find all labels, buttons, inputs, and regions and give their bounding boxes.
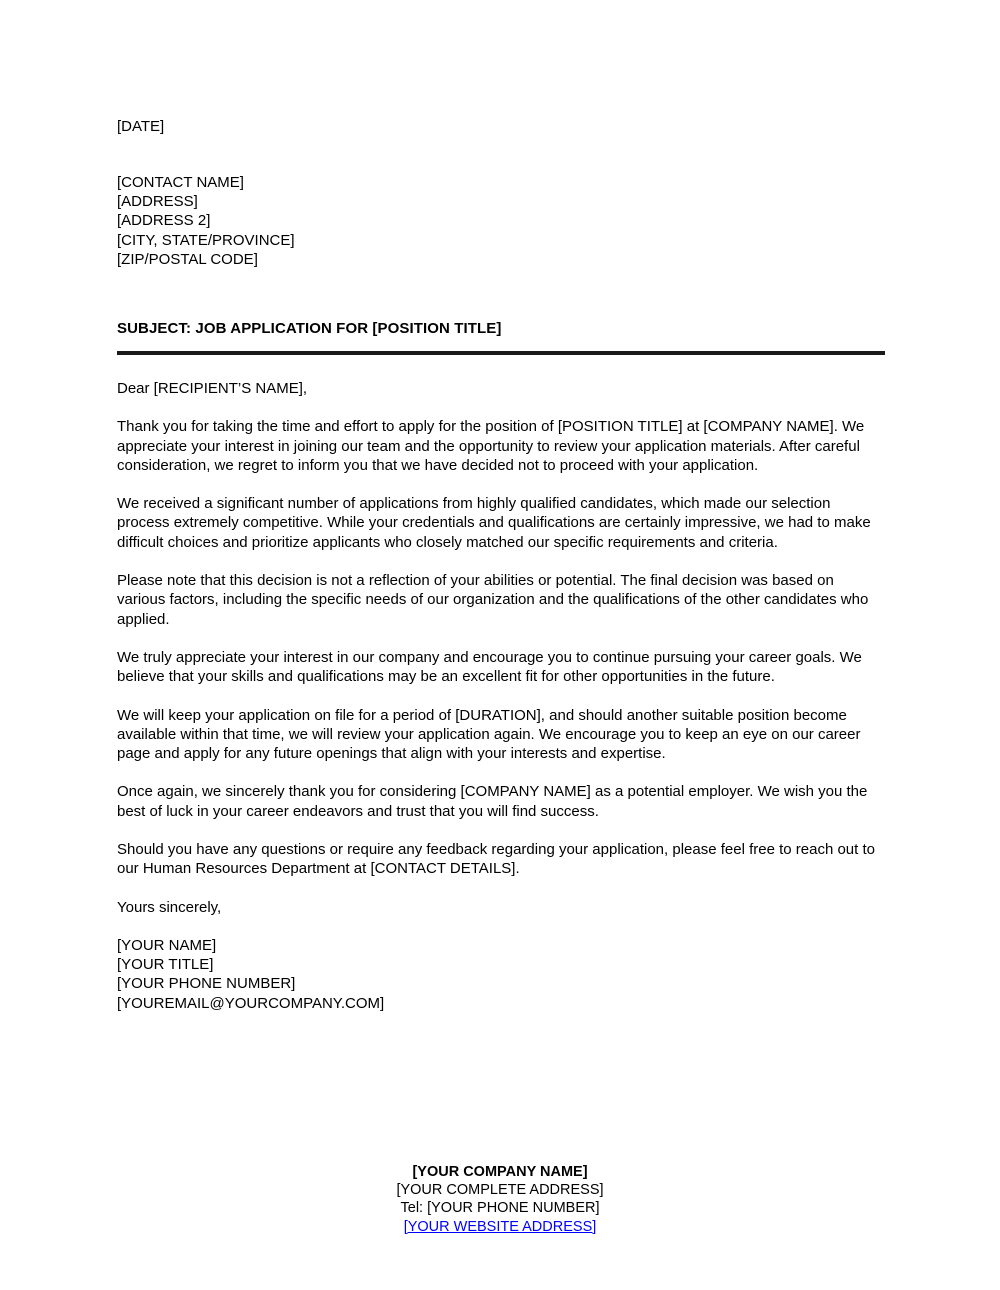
date-placeholder: [DATE] — [117, 118, 165, 135]
address-line-contact-name: [CONTACT NAME] — [117, 174, 244, 191]
horizontal-rule — [117, 351, 885, 355]
footer-company-name: [YOUR COMPANY NAME] — [412, 1164, 588, 1180]
address-line-city-state: [CITY, STATE/PROVINCE] — [117, 231, 295, 249]
footer-telephone: Tel: [YOUR PHONE NUMBER] — [400, 1200, 600, 1217]
recipient-address-block — [117, 173, 295, 269]
signature-phone: [YOUR PHONE NUMBER] — [117, 975, 296, 993]
signature-title: [YOUR TITLE] — [117, 956, 214, 974]
address-line-address: [ADDRESS] — [117, 193, 198, 211]
body-paragraph-4: We truly appreciate your interest in our company and encourage you to continue pursuing your career goals. We believe that your skills and qualifications may be an excellent fit for other opportunities in the future. — [117, 648, 862, 686]
body-paragraph-2: We received a significant number of applications from highly qualified candidates, which made our selection process extremely competitive. While your credentials and qualifications are certainly impressive, we had to make difficult choices and prioritize applicants who closely matched our specific requirements and criteria. — [117, 495, 871, 551]
subject-section — [117, 319, 885, 355]
signature-email: [YOUREMAIL@YOURCOMPANY.COM] — [117, 994, 385, 1012]
signature-block — [117, 936, 882, 1013]
closing-line: Yours sincerely, — [117, 898, 222, 916]
body-paragraph-1: Thank you for taking the time and effort to apply for the position of [POSITION TITLE] at [COMPANY NAME]. We appreciate your interest in joining our team and the opportunity to review your application materials. After careful consideration, we regret to inform you that we have decided not to proceed with your application. — [117, 418, 865, 474]
body-paragraph-6: Once again, we sincerely thank you for considering [COMPANY NAME] as a potential employer. We wish you the best of luck in your career endeavors and trust that you will find success. — [117, 783, 868, 820]
footer-website-link[interactable]: [YOUR WEBSITE ADDRESS] — [403, 1218, 597, 1235]
body-paragraph-7: Should you have any questions or require any feedback regarding your application, please feel free to reach out to our Human Resources Department at [CONTACT DETAILS]. — [117, 841, 875, 878]
body-paragraph-3: Please note that this decision is not a reflection of your abilities or potential. The final decision was based on various factors, including the specific needs of our organization and the qualifications of the other candidates who applied. — [117, 572, 869, 628]
body-paragraph-5: We will keep your application on file for a period of [DURATION], and should another suitable position become available within that time, we will review your application again. We encourage you to keep an eye on our career page and apply for any future openings that align with your interests and expertise. — [117, 706, 861, 763]
letter-body — [117, 379, 882, 1013]
page-footer — [0, 1163, 1000, 1236]
address-line-address-2: [ADDRESS 2] — [117, 212, 211, 230]
signature-name: [YOUR NAME] — [117, 936, 217, 954]
address-line-zip: [ZIP/POSTAL CODE] — [117, 250, 258, 268]
date-line — [117, 117, 164, 136]
subject-heading: SUBJECT: JOB APPLICATION FOR [POSITION TITLE] — [117, 320, 502, 337]
footer-address: [YOUR COMPLETE ADDRESS] — [396, 1182, 604, 1199]
salutation: Dear [RECIPIENT’S NAME], — [117, 380, 308, 397]
